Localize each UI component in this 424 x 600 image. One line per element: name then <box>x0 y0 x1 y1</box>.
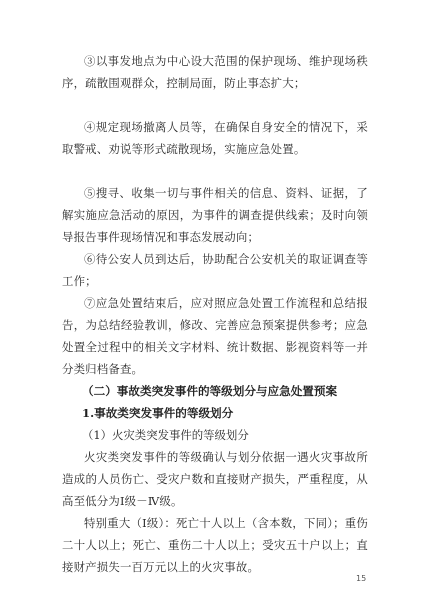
subheading-level-1: 1.事故类突发事件的等级划分 <box>82 406 234 420</box>
section-heading: （二）事故类突发事件的等级划分与应急处置预案 <box>82 384 338 398</box>
body-paragraph-1: 火灾类突发事件的等级确认与划分依据一遇火灾事故所造成的人员伤亡、受灾户数和直接财产损失，严重程度，从高至低分为Ⅰ级－Ⅳ级。 <box>62 450 368 508</box>
paragraph-item-7: ⑦应急处置结束后，应对照应急处置工作流程和总结报告，为总结经验教训，修改、完善应急预案提供参考；应急处置全过程中的相关文字材料、统计数据、影视资料等一并分类归档备查。 <box>62 296 368 376</box>
paragraph-item-4: ④规定现场撤离人员等，在确保自身安全的情况下，采取警戒、劝说等形式疏散现场，实施应急处置。 <box>62 120 368 156</box>
paragraph-item-5: ⑤搜寻、收集一切与事件相关的信息、资料、证据，了解实施应急活动的原因，为事件的调查提供线索；及时向领导报告事件现场情况和事态发展动向； <box>62 186 368 244</box>
body-paragraph-2: 特别重大（Ⅰ级）：死亡十人以上（含本数，下同）；重伤二十人以上；死亡、重伤二十人以上；受灾五十户以上；直接财产损失一百万元以上的火灾事故。 <box>62 516 368 574</box>
subheading-level-2: （1）火灾类突发事件的等级划分 <box>82 428 249 442</box>
paragraph-item-3: ③以事发地点为中心设大范围的保护现场、维护现场秩序，疏散围观群众，控制局面，防止事态扩大； <box>62 54 368 90</box>
page-number: 15 <box>356 574 367 583</box>
paragraph-item-6: ⑥待公安人员到达后，协助配合公安机关的取证调查等工作； <box>62 252 368 288</box>
